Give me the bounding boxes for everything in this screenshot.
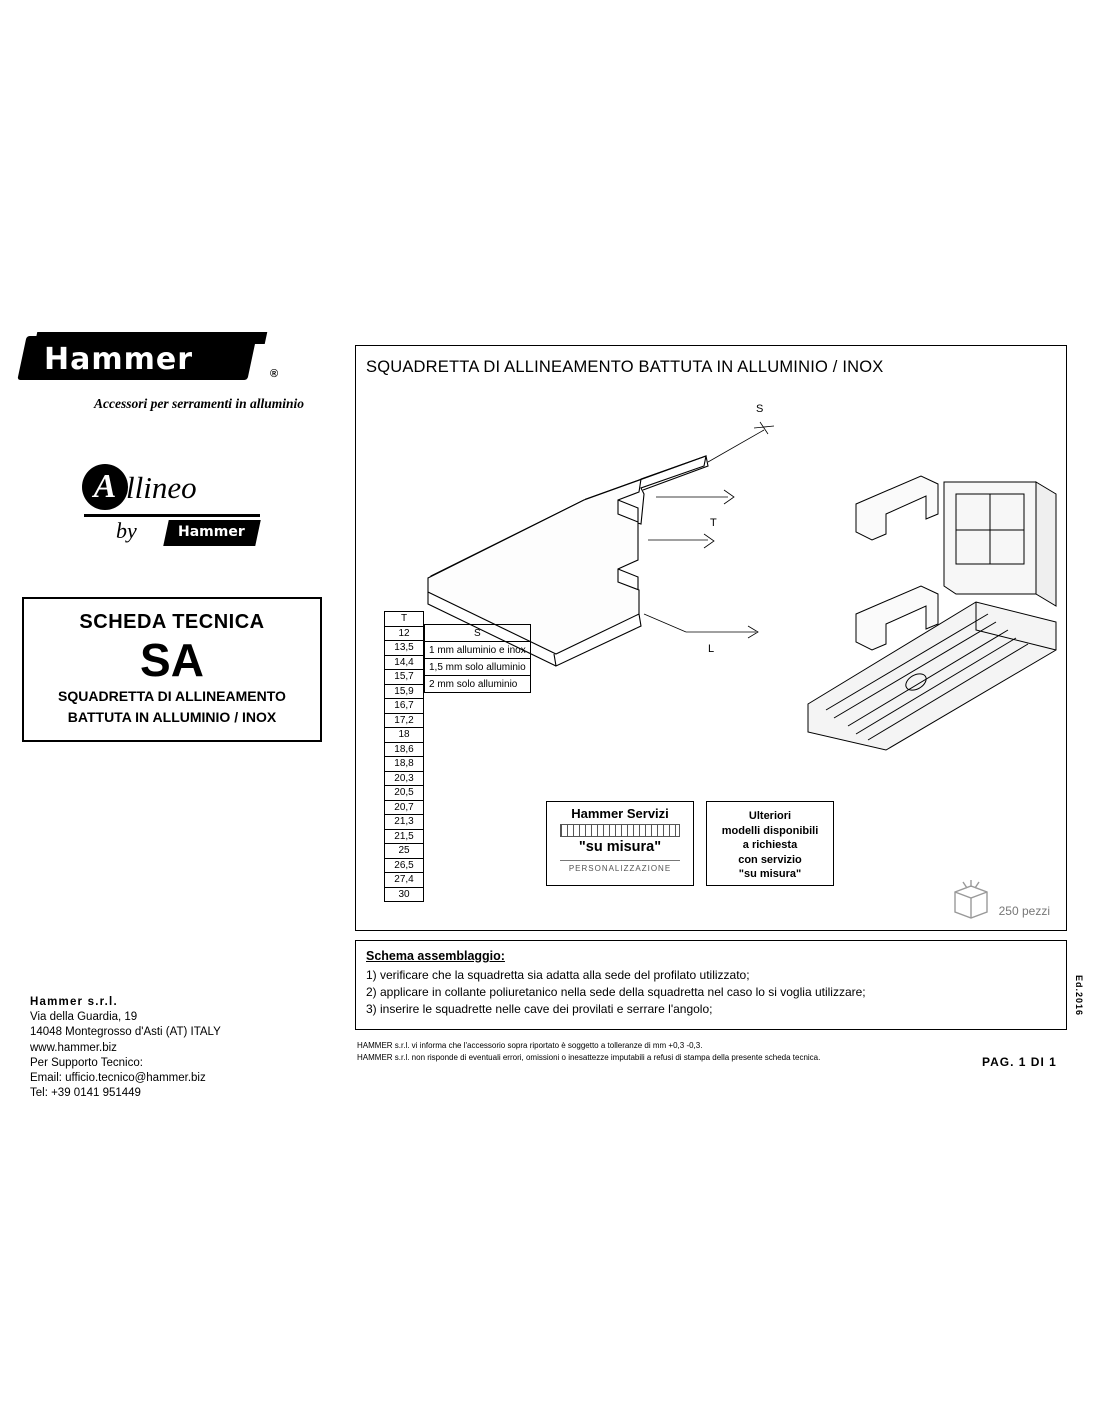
- datasheet-box: [22, 597, 322, 742]
- modelli-line1: Ulteriori: [748, 810, 792, 822]
- left-column: [22, 330, 342, 742]
- t-value: 18: [385, 728, 424, 743]
- s-value: 2 mm solo alluminio: [425, 676, 531, 693]
- modelli-line2: modelli disponibili: [721, 824, 819, 837]
- company-email: Email: ufficio.tecnico@hammer.biz: [30, 1071, 206, 1084]
- modelli-line4: con servizio: [738, 853, 802, 866]
- t-value: 15,9: [385, 684, 424, 699]
- t-value: 21,3: [385, 815, 424, 830]
- allineo-initial: A: [82, 464, 128, 510]
- datasheet-code: SA: [140, 634, 204, 686]
- dim-label-s: S: [756, 403, 764, 415]
- datasheet-description-line2: BATTUTA IN ALLUMINIO / INOX: [67, 709, 277, 726]
- edition-code: Ed.2016: [1074, 975, 1084, 1017]
- page-number: PAG. 1 DI 1: [982, 1055, 1057, 1069]
- packaging-info: [949, 878, 1050, 920]
- datasheet-description-line1: SQUADRETTA DI ALLINEAMENTO: [58, 688, 286, 705]
- t-value: 12: [385, 626, 424, 641]
- t-value: 16,7: [385, 699, 424, 714]
- allineo-by: by: [116, 518, 137, 543]
- t-value: 21,5: [385, 829, 424, 844]
- box-icon: [949, 878, 993, 920]
- servizi-quote: "su misura": [578, 839, 662, 855]
- modelli-line5: "su misura": [738, 868, 802, 881]
- hammer-logo: [22, 330, 282, 392]
- t-value: 25: [385, 844, 424, 859]
- assembly-schema-title: Schema assemblaggio:: [366, 949, 505, 963]
- drawing-frame: [355, 345, 1067, 931]
- s-value: 1 mm alluminio e inox: [425, 642, 531, 659]
- servizi-title: Hammer Servizi: [571, 806, 669, 821]
- t-value: 27,4: [385, 873, 424, 888]
- hammer-servizi-box: [546, 801, 694, 886]
- brand-tagline: Accessori per serramenti in alluminio: [94, 396, 305, 411]
- company-name: Hammer s.r.l.: [30, 996, 118, 1008]
- company-street: Via della Guardia, 19: [30, 1011, 138, 1024]
- dim-label-t: T: [710, 517, 717, 529]
- t-value: 20,3: [385, 771, 424, 786]
- packaging-quantity: 250 pezzi: [998, 904, 1050, 918]
- t-value: 13,5: [385, 641, 424, 656]
- disclaimer-line2: HAMMER s.r.l. non risponde di eventuali errori, omissioni o inesattezze imputabili a refusi di stampa della presente scheda tecnica.: [357, 1053, 821, 1063]
- company-support-label: Per Supporto Tecnico:: [30, 1056, 143, 1069]
- datasheet-label: SCHEDA TECNICA: [79, 611, 265, 633]
- assembly-step: 1) verificare che la squadretta sia adatta alla sede del profilato utilizzato;: [366, 968, 750, 982]
- servizi-footer: PERSONALIZZAZIONE: [560, 860, 680, 873]
- company-web: www.hammer.biz: [30, 1041, 117, 1054]
- t-value: 18,6: [385, 742, 424, 757]
- ruler-icon: [560, 824, 680, 837]
- assembly-schema-frame: [355, 940, 1067, 1030]
- disclaimer-line1: HAMMER s.r.l. vi informa che l'accessorio sopra riportato è soggetto a tolleranze di mm +0,3 -0,3.: [357, 1041, 703, 1050]
- assembly-step: 3) inserire le squadrette nelle cave dei provilati e serrare l'angolo;: [366, 1002, 713, 1017]
- s-header: S: [425, 625, 531, 642]
- t-value: 15,7: [385, 670, 424, 685]
- company-city: 14048 Montegrosso d'Asti (AT) ITALY: [30, 1026, 221, 1039]
- s-thickness-table: [424, 624, 531, 693]
- allineo-word: llineo: [126, 470, 197, 505]
- t-dimension-table: [384, 611, 424, 902]
- ulteriori-modelli-box: [706, 801, 834, 886]
- allineo-underline: [84, 514, 260, 517]
- t-value: 26,5: [385, 858, 424, 873]
- allineo-by-brand: Hammer: [178, 524, 245, 540]
- disclaimer: [357, 1040, 957, 1065]
- company-address-block: [30, 995, 330, 1101]
- t-header: T: [385, 612, 424, 627]
- t-value: 14,4: [385, 655, 424, 670]
- registered-mark: ®: [270, 368, 279, 380]
- t-value: 30: [385, 887, 424, 902]
- assembly-step: 2) applicare in collante poliuretanico nella sede della squadretta nel caso lo si voglia utilizzare;: [366, 985, 866, 1000]
- drawing-title: SQUADRETTA DI ALLINEAMENTO BATTUTA IN ALLUMINIO / INOX: [366, 358, 884, 376]
- t-value: 20,5: [385, 786, 424, 801]
- logo-wordmark: Hammer: [44, 342, 194, 377]
- t-value: 18,8: [385, 757, 424, 772]
- allineo-logo: [82, 464, 282, 559]
- s-value: 1,5 mm solo alluminio: [425, 659, 531, 676]
- company-phone: Tel: +39 0141 951449: [30, 1087, 141, 1100]
- t-value: 17,2: [385, 713, 424, 728]
- t-value: 20,7: [385, 800, 424, 815]
- dim-label-l: L: [708, 643, 715, 655]
- modelli-line3: a richiesta: [742, 839, 798, 852]
